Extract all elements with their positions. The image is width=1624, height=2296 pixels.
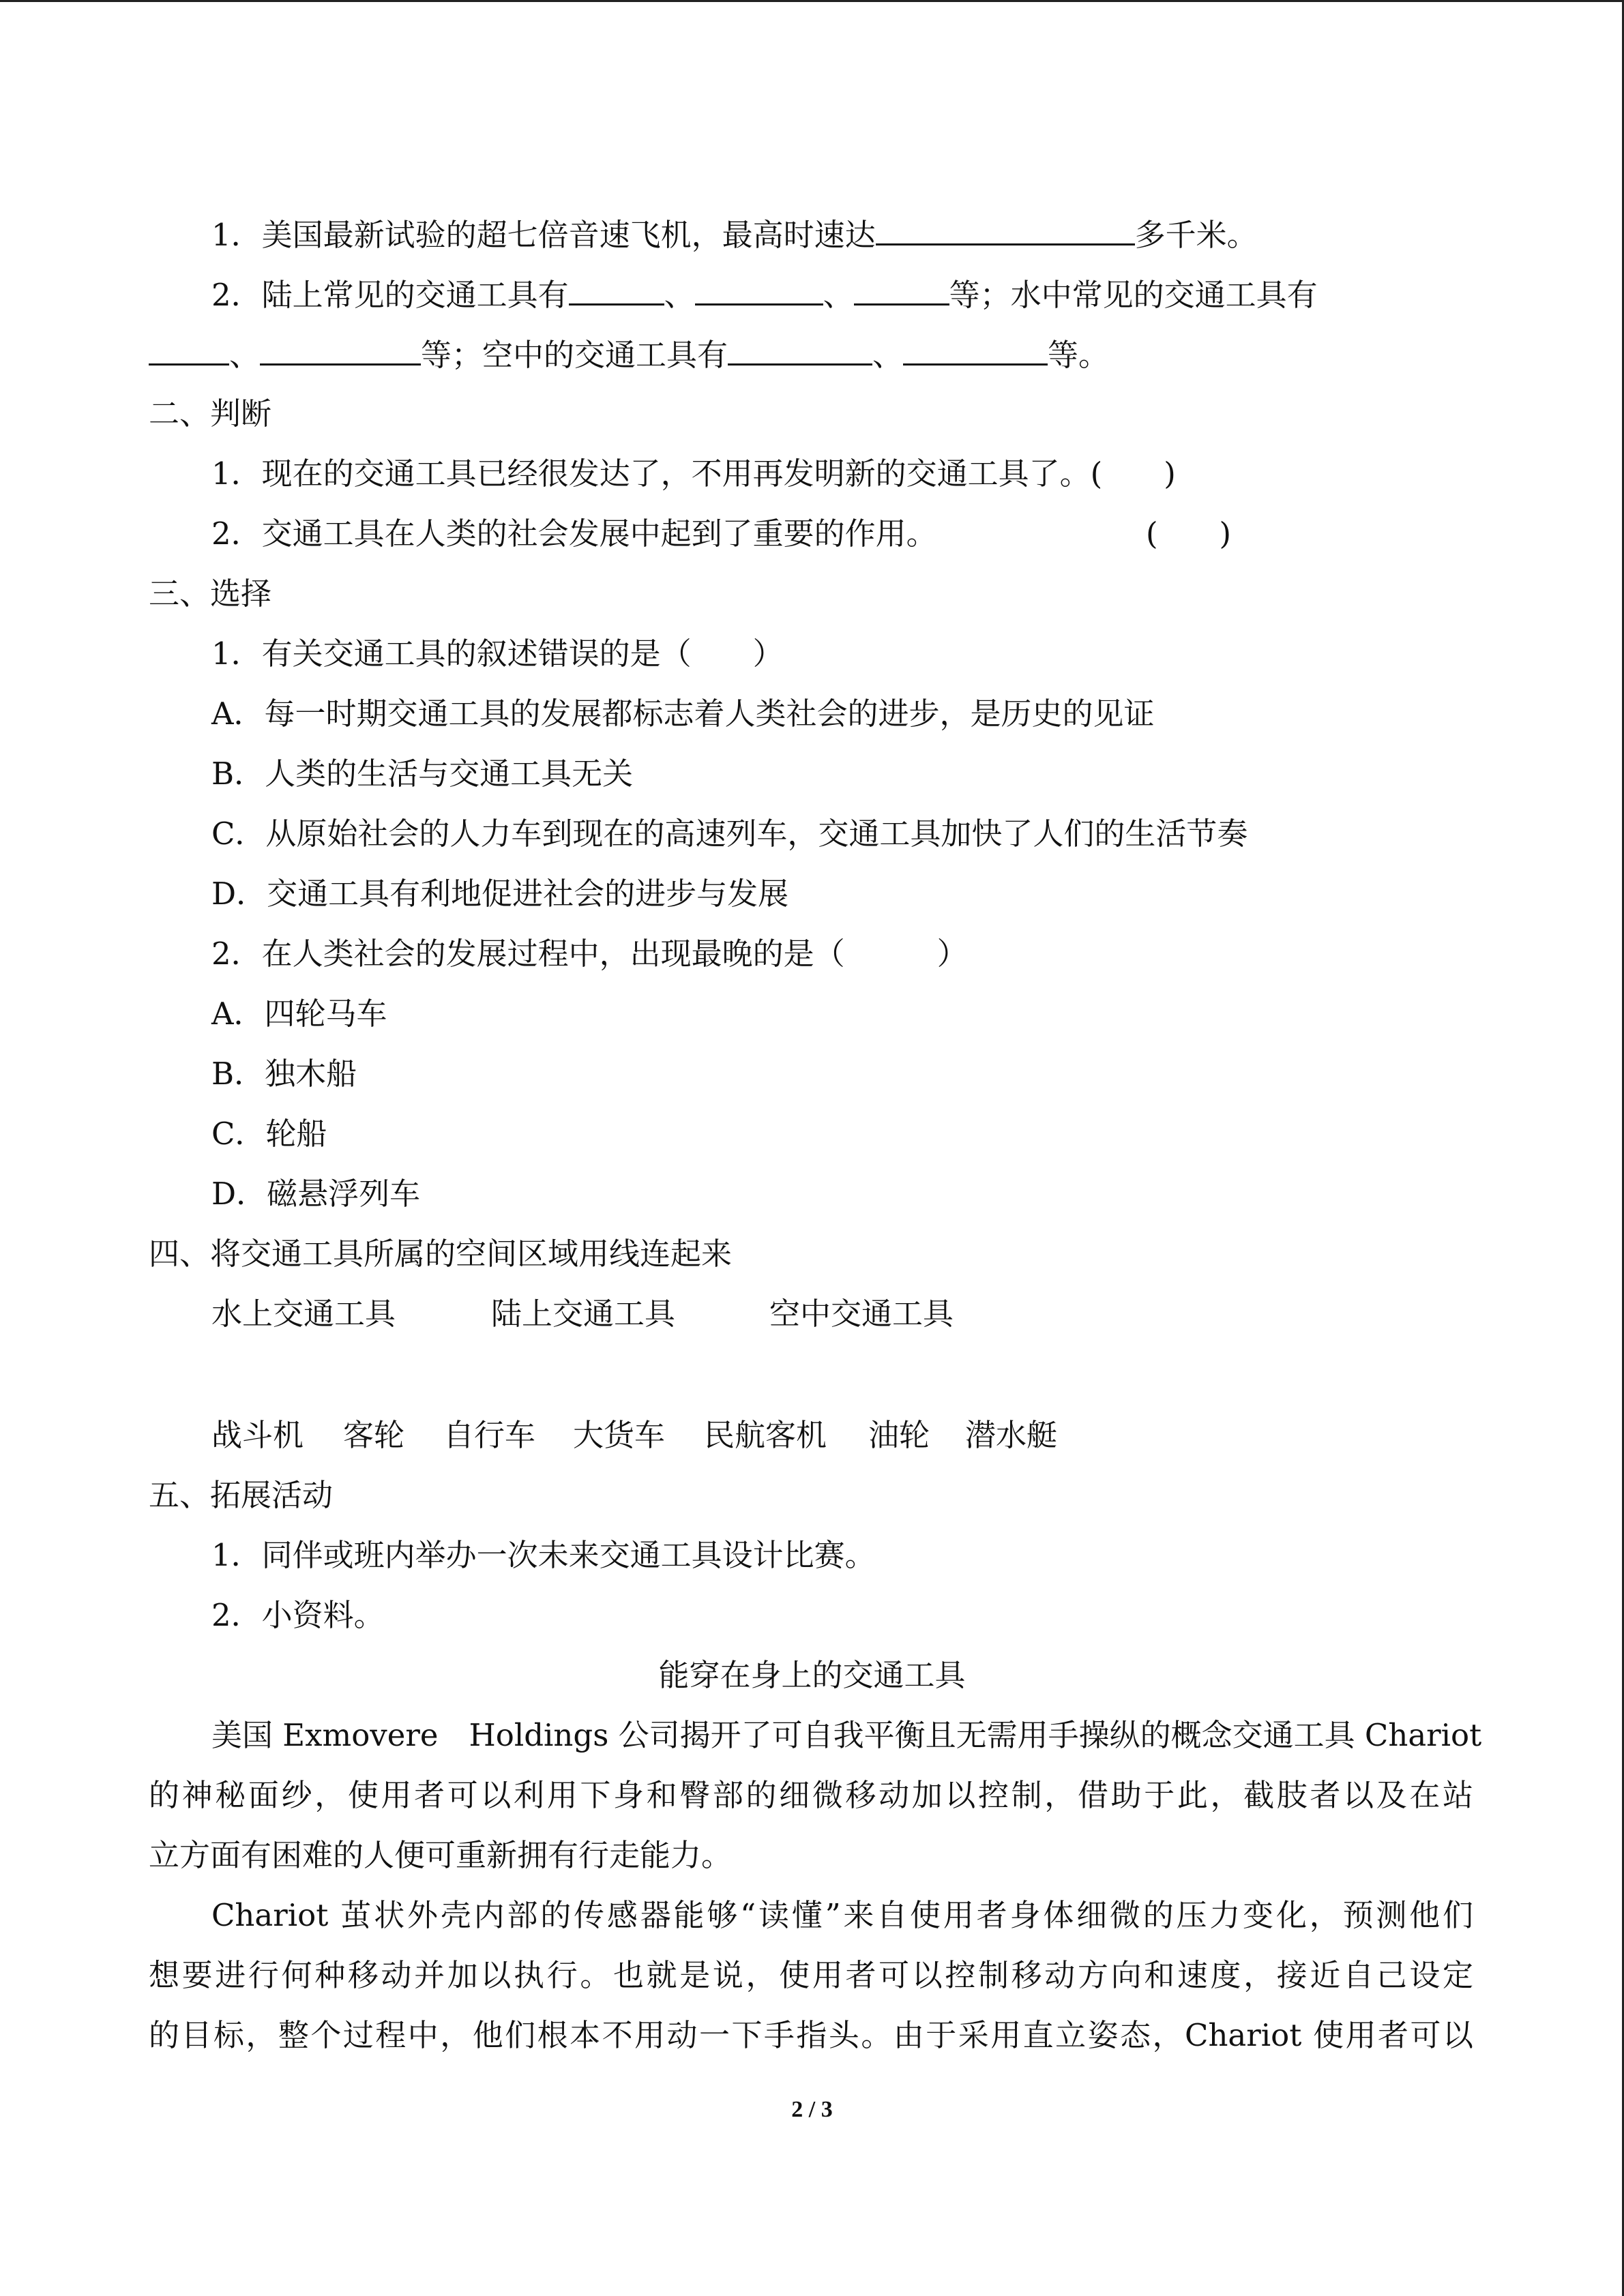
choice-option[interactable]: B．人类的生活与交通工具无关 [211, 756, 634, 792]
answer-blank[interactable] [569, 273, 664, 305]
fill-question-2-air-text: 等；空中的交通工具有 [421, 337, 728, 373]
section-heading-extend: 五、拓展活动 [149, 1477, 334, 1513]
article-title: 能穿在身上的交通工具 [658, 1657, 966, 1693]
choice-option[interactable]: C．从原始社会的人力车到现在的高速列车，交通工具加快了人们的生活节奏 [211, 816, 1248, 852]
article-paragraph-2-line: 想要进行何种移动并加以执行。也就是说，使用者可以控制移动方向和速度，接近自己设定 [149, 1957, 1473, 1993]
choice-option[interactable]: D．交通工具有利地促进社会的进步与发展 [211, 876, 789, 912]
judge-question-2: 2．交通工具在人类的社会发展中起到了重要的作用。 [211, 516, 937, 552]
article-paragraph-2-line: 的目标，整个过程中，他们根本不用动一下手指头。由于采用直立姿态，Chariot 使用者可以 [149, 2017, 1473, 2053]
answer-blank[interactable] [876, 213, 1135, 245]
choice-option[interactable]: A．四轮马车 [211, 996, 387, 1032]
section-heading-choice: 三、选择 [149, 576, 272, 612]
page-number: 2 / 3 [791, 2097, 833, 2122]
extend-item-2: 2．小资料。 [211, 1597, 385, 1633]
choice-question-1: 1．有关交通工具的叙述错误的是（ ） [211, 636, 784, 672]
match-category-land[interactable]: 陆上交通工具 [491, 1296, 676, 1332]
article-paragraph-2-line: Chariot 茧状外壳内部的传感器能够“读懂”来自使用者身体细微的压力变化，预测他们 [211, 1897, 1473, 1933]
extend-item-1: 1．同伴或班内举办一次未来交通工具设计比赛。 [211, 1537, 876, 1573]
match-category-water[interactable]: 水上交通工具 [211, 1296, 396, 1332]
fill-question-2-line-2 [149, 333, 1109, 374]
fill-question-1-text: 1．美国最新试验的超七倍音速飞机，最高时速达 [211, 217, 876, 253]
answer-blank[interactable] [903, 333, 1048, 366]
article-paragraph-1-line: 的神秘面纱，使用者可以利用下身和臀部的细微移动加以控制，借助于此，截肢者以及在站 [149, 1777, 1473, 1813]
choice-option[interactable]: A．每一时期交通工具的发展都标志着人类社会的进步，是历史的见证 [211, 696, 1155, 732]
fill-question-1 [211, 213, 1258, 254]
match-category-air[interactable]: 空中交通工具 [769, 1296, 954, 1332]
choice-option[interactable]: D．磁悬浮列车 [211, 1176, 421, 1212]
answer-blank[interactable] [149, 333, 229, 366]
article-paragraph-1-line: 美国 Exmovere Holdings 公司揭开了可自我平衡且无需用手操纵的概念交通工具 Chariot [211, 1717, 1482, 1753]
separator: 、 [229, 337, 261, 373]
fill-question-2-end: 等。 [1048, 337, 1110, 373]
match-vehicle[interactable]: 民航客机 [704, 1417, 827, 1453]
fill-question-2-mid: 等；水中常见的交通工具有 [949, 277, 1318, 313]
match-vehicle[interactable]: 潜水艇 [965, 1417, 1058, 1453]
article-paragraph-1-line: 立方面有困难的人便可重新拥有行走能力。 [149, 1837, 733, 1873]
answer-blank[interactable] [854, 273, 949, 305]
separator: 、 [823, 277, 854, 313]
fill-question-1-suffix: 多千米。 [1134, 217, 1258, 253]
separator: 、 [872, 337, 904, 373]
fill-question-2-line-1 [211, 273, 1318, 314]
separator: 、 [664, 277, 695, 313]
fill-question-2-text: 2．陆上常见的交通工具有 [211, 277, 569, 313]
section-heading-match: 四、将交通工具所属的空间区域用线连起来 [149, 1236, 733, 1272]
match-vehicle[interactable]: 自行车 [443, 1417, 536, 1453]
choice-question-2: 2．在人类社会的发展过程中，出现最晚的是（ ） [211, 936, 968, 972]
match-vehicle[interactable]: 客轮 [343, 1417, 405, 1453]
match-vehicle[interactable]: 战斗机 [211, 1417, 304, 1453]
answer-blank[interactable] [728, 333, 872, 366]
section-heading-judge: 二、判断 [149, 396, 272, 432]
judge-question-2-answer[interactable]: ( ) [1146, 516, 1232, 552]
match-vehicle[interactable]: 大货车 [573, 1417, 666, 1453]
answer-blank[interactable] [260, 333, 421, 366]
judge-question-1: 1．现在的交通工具已经很发达了，不用再发明新的交通工具了。( ) [211, 456, 1176, 492]
choice-option[interactable]: B．独木船 [211, 1056, 357, 1092]
choice-option[interactable]: C．轮船 [211, 1116, 327, 1152]
match-vehicle[interactable]: 油轮 [868, 1417, 930, 1453]
answer-blank[interactable] [695, 273, 823, 305]
